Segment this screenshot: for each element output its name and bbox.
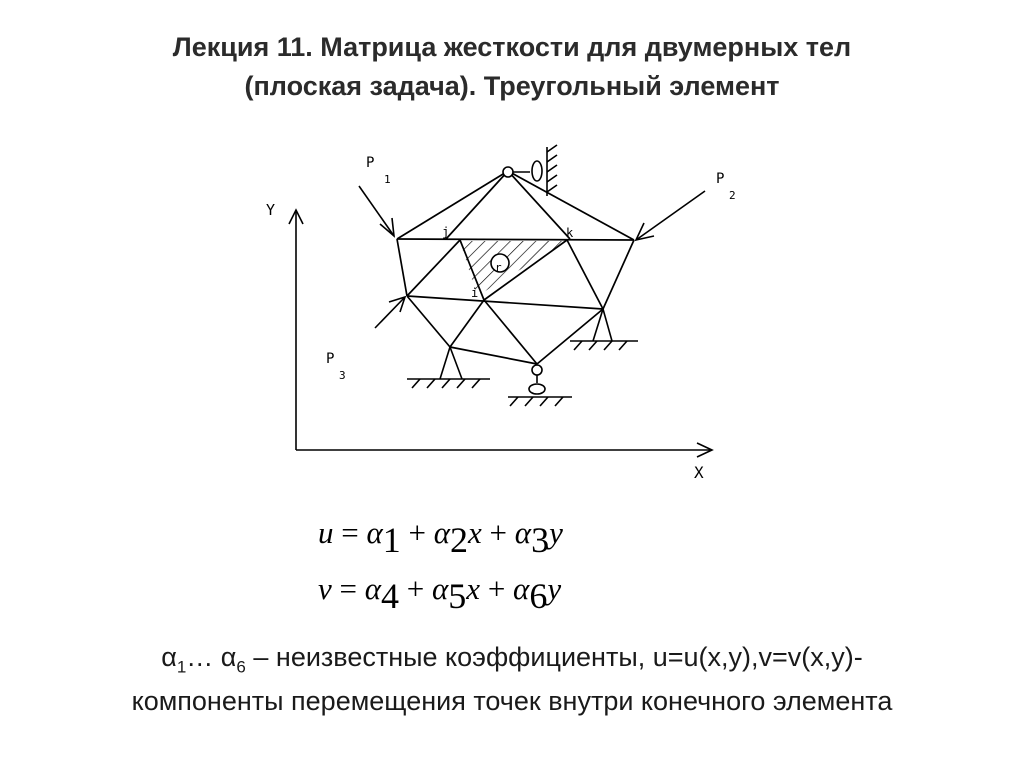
formula-v-index6: 6 <box>529 576 548 616</box>
load-p3-label: P <box>326 351 335 367</box>
top-roller-support <box>503 145 557 196</box>
load-p1-label: P <box>366 155 375 171</box>
x-axis-label: X <box>694 463 704 482</box>
load-p3-arrow <box>375 297 405 328</box>
formula-u-alpha3: α <box>514 515 532 550</box>
caption-line-2: компоненты перемещения точек внутри конечного элемента <box>131 686 893 717</box>
formula-v-lhs: v <box>318 571 332 606</box>
formula-v-y: y <box>547 571 562 606</box>
title-line-1: Лекция 11. Матрица жесткости для двумерных тел <box>172 32 852 62</box>
caption-text <box>0 640 1024 719</box>
node-k-label: k <box>566 226 574 240</box>
formula-u-lhs: u <box>318 515 334 550</box>
node-j-label: j <box>442 225 450 239</box>
title-line-2: (плоская задача). Треугольный элемент <box>244 71 780 101</box>
bottom-center-roller-support <box>508 365 572 406</box>
load-p1-index: 1 <box>384 173 391 186</box>
formula-u-alpha1: α <box>366 515 383 550</box>
y-axis-label: Y <box>266 201 276 219</box>
formula-u-index1: 1 <box>382 520 401 560</box>
formula-v-alpha5: α <box>432 571 449 606</box>
load-p2-label: P <box>716 171 725 187</box>
element-r-label: r <box>495 261 502 274</box>
formula-v: v = α4 + α5x + α6y <box>318 571 562 616</box>
caption-line-1: $\alpha_1\dots$ $\alpha_6$ – неизвестные коэффициенты, u=u(x,y),v=v(x,y)- <box>161 642 863 677</box>
formula-v-index4: 4 <box>381 576 400 616</box>
formula-u-y: y <box>549 515 563 550</box>
load-p1-arrow <box>359 186 394 236</box>
formula-u-index3: 3 <box>531 520 550 560</box>
formula-u-x: x <box>468 515 482 550</box>
formula-v-alpha6: α <box>513 571 530 606</box>
right-support <box>570 309 638 350</box>
formula-v-index5: 5 <box>448 576 467 616</box>
load-p2-index: 2 <box>729 189 736 202</box>
load-p2-arrow <box>636 191 705 240</box>
formula-v-alpha4: α <box>364 571 382 606</box>
node-i-label: i <box>471 286 479 300</box>
formula-u-alpha2: α <box>433 515 451 550</box>
formula-v-x: x <box>466 571 481 606</box>
load-p3-index: 3 <box>339 369 346 382</box>
formula-u-index2: 2 <box>450 520 469 560</box>
formula-u: u = α1 + α2x + α3y <box>318 515 563 560</box>
